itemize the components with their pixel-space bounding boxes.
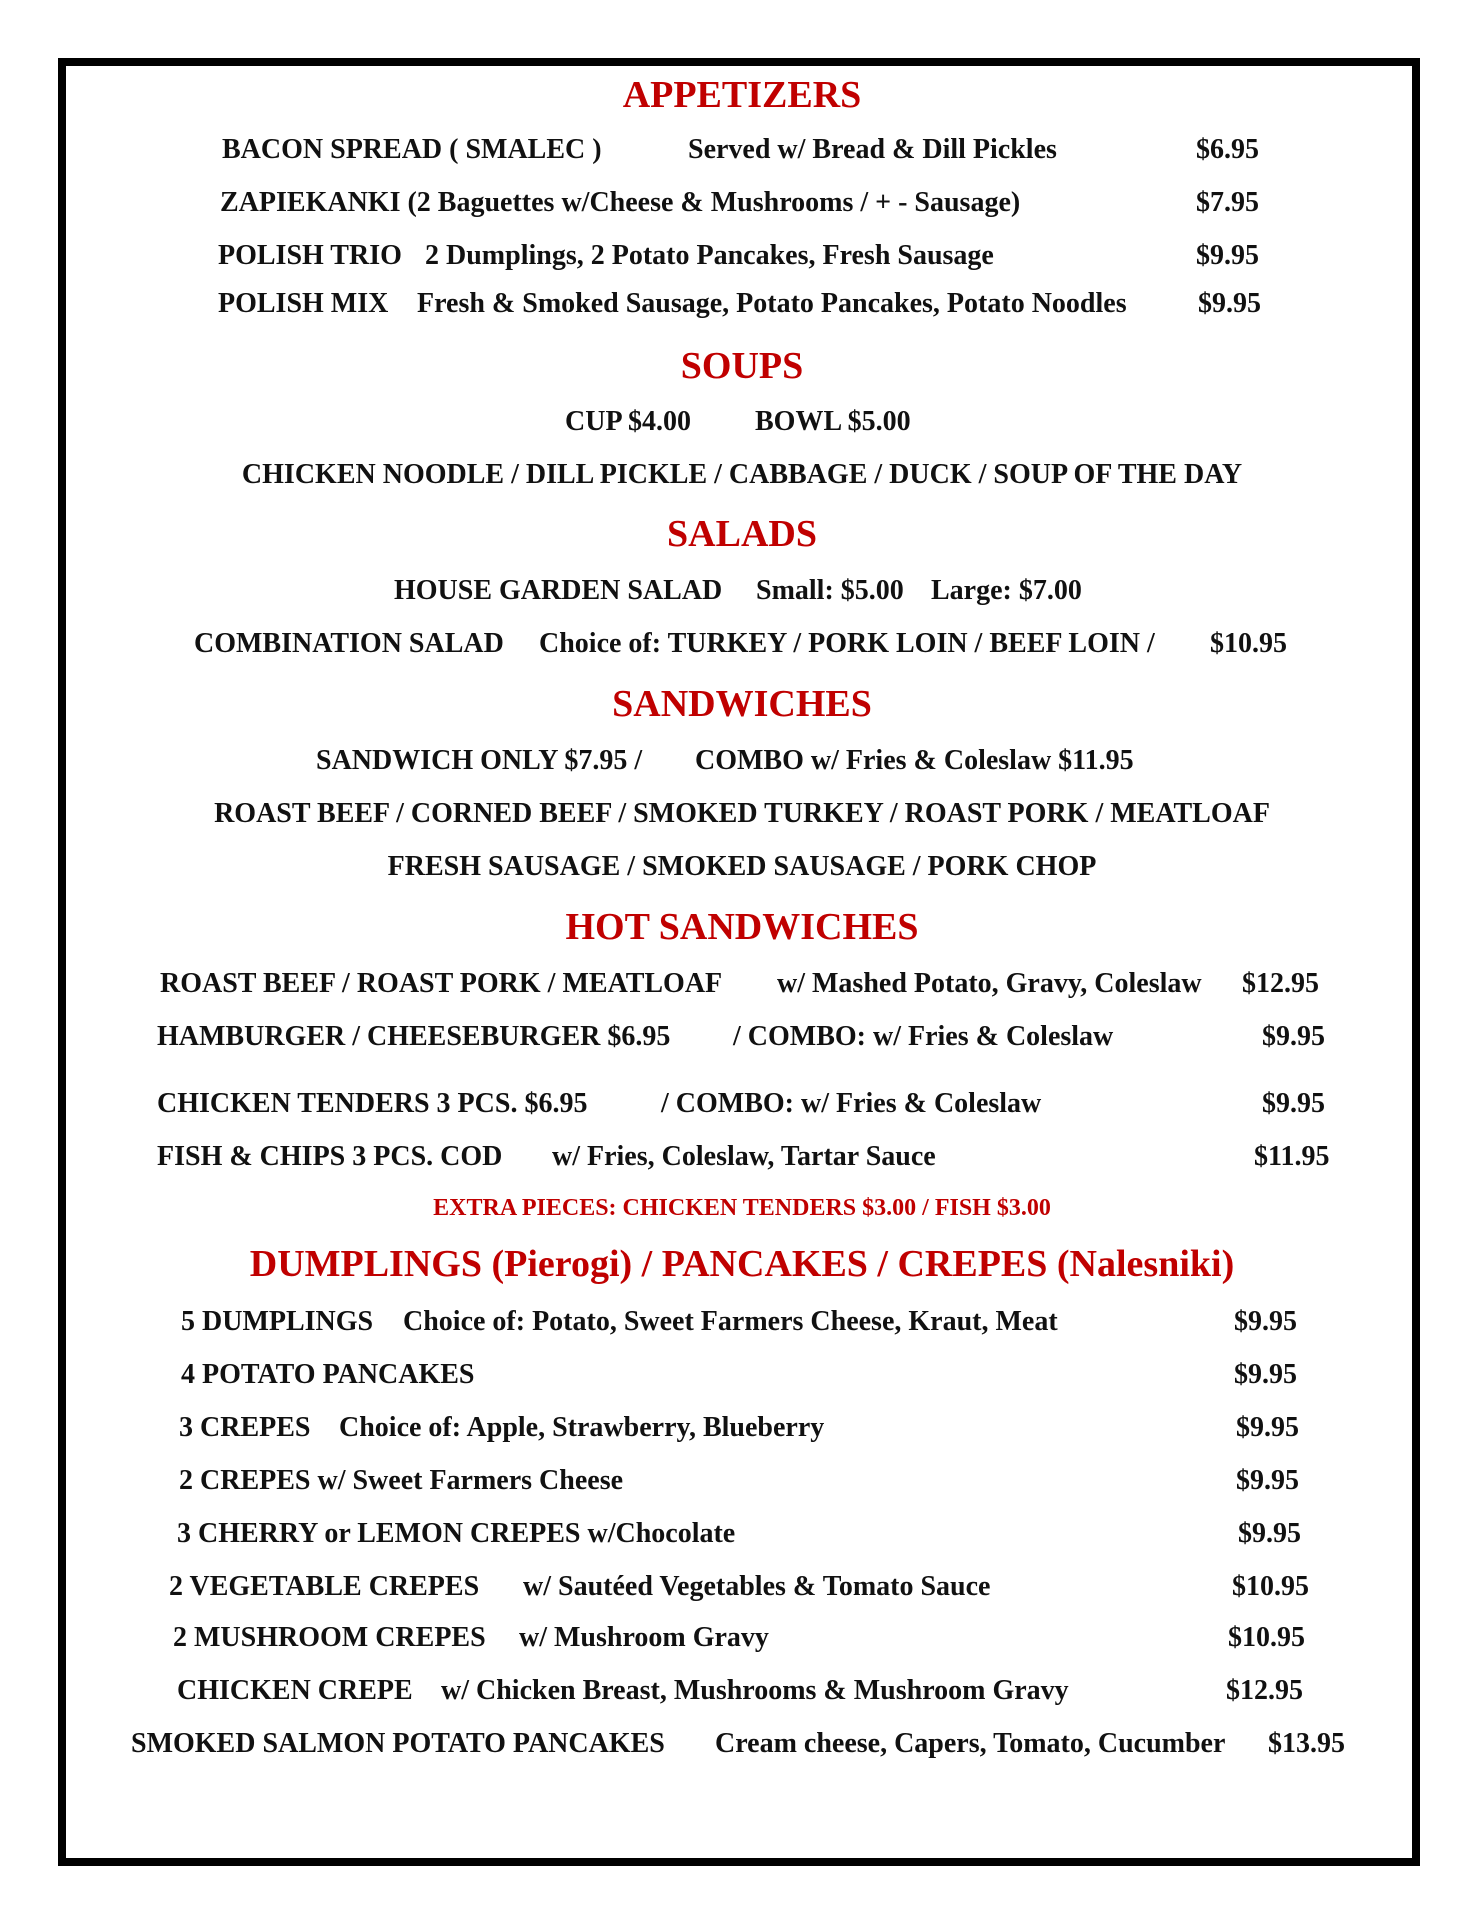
appetizer-item-price: $7.95	[1196, 187, 1259, 218]
dumpling-item-desc: w/ Mushroom Gravy	[519, 1622, 769, 1653]
appetizer-item-price: $6.95	[1196, 134, 1259, 165]
hot-sandwich-item-name: HAMBURGER / CHEESEBURGER $6.95	[157, 1021, 671, 1052]
hot-sandwich-item-price: $11.95	[1254, 1141, 1330, 1172]
sandwich-only-price: SANDWICH ONLY $7.95 /	[316, 745, 643, 776]
hot-sandwich-item-desc: / COMBO: w/ Fries & Coleslaw	[733, 1021, 1114, 1052]
dumpling-item-name: 3 CREPES	[179, 1412, 311, 1443]
hot-sandwich-item-name: FISH & CHIPS 3 PCS. COD	[157, 1141, 503, 1172]
sandwich-list: ROAST BEEF / CORNED BEEF / SMOKED TURKEY / ROAST PORK / MEATLOAF	[214, 798, 1270, 829]
dumpling-item-desc: Choice of: Potato, Sweet Farmers Cheese, Kraut, Meat	[403, 1306, 1058, 1337]
hot-sandwich-item-desc: / COMBO: w/ Fries & Coleslaw	[661, 1088, 1042, 1119]
dumpling-item-price: $9.95	[1234, 1359, 1297, 1390]
combination-salad-price: $10.95	[1210, 628, 1287, 659]
appetizer-item-name: POLISH MIX	[218, 288, 389, 319]
dumpling-item-price: $12.95	[1226, 1675, 1303, 1706]
house-salad-large: Large: $7.00	[931, 575, 1082, 606]
dumpling-item-price: $13.95	[1268, 1728, 1345, 1759]
hot-sandwich-item-name: CHICKEN TENDERS 3 PCS. $6.95	[157, 1088, 588, 1119]
dumpling-item-name: 5 DUMPLINGS	[181, 1306, 374, 1337]
dumpling-item-name: 2 MUSHROOM CREPES	[173, 1622, 486, 1653]
dumpling-item-price: $9.95	[1236, 1465, 1299, 1496]
soup-bowl-price: BOWL $5.00	[755, 406, 911, 437]
dumpling-item-name: SMOKED SALMON POTATO PANCAKES	[131, 1728, 665, 1759]
dumpling-item-desc: w/ Sautéed Vegetables & Tomato Sauce	[523, 1571, 991, 1602]
dumpling-item-desc: w/ Chicken Breast, Mushrooms & Mushroom Gravy	[441, 1675, 1069, 1706]
dumpling-item-name: 2 VEGETABLE CREPES	[169, 1571, 480, 1602]
house-salad-name: HOUSE GARDEN SALAD	[394, 575, 723, 606]
dumpling-item-desc: Choice of: Apple, Strawberry, Blueberry	[339, 1412, 825, 1443]
hot-sandwich-item-price: $9.95	[1262, 1021, 1325, 1052]
appetizer-item-name: POLISH TRIO	[218, 240, 402, 271]
salads-heading: SALADS	[667, 513, 817, 555]
hot-sandwich-item-price: $9.95	[1262, 1088, 1325, 1119]
dumpling-item-price: $10.95	[1232, 1571, 1309, 1602]
appetizer-item-desc: Served w/ Bread & Dill Pickles	[688, 134, 1057, 165]
soups-heading: SOUPS	[680, 345, 804, 387]
dumpling-item-desc: Cream cheese, Capers, Tomato, Cucumber	[715, 1728, 1226, 1759]
hot-sandwich-item-desc: w/ Mashed Potato, Gravy, Coleslaw	[777, 968, 1202, 999]
hot-sandwich-item-price: $12.95	[1242, 968, 1319, 999]
dumpling-item-price: $9.95	[1234, 1306, 1297, 1337]
hot-sandwiches-heading: HOT SANDWICHES	[565, 906, 919, 948]
house-salad-small: Small: $5.00	[756, 575, 904, 606]
sandwich-combo-price: COMBO w/ Fries & Coleslaw $11.95	[695, 745, 1134, 776]
appetizer-item-desc: Fresh & Smoked Sausage, Potato Pancakes, Potato Noodles	[417, 288, 1127, 319]
dumpling-item-name: CHICKEN CREPE	[177, 1675, 413, 1706]
appetizer-item-name: BACON SPREAD ( SMALEC )	[222, 134, 602, 165]
dumpling-item-price: $9.95	[1236, 1412, 1299, 1443]
dumpling-item-name: 3 CHERRY or LEMON CREPES w/Chocolate	[177, 1518, 736, 1549]
dumpling-item-price: $10.95	[1228, 1622, 1305, 1653]
soup-list: CHICKEN NOODLE / DILL PICKLE / CABBAGE / DUCK / SOUP OF THE DAY	[241, 459, 1243, 490]
hot-sandwich-item-name: ROAST BEEF / ROAST PORK / MEATLOAF	[160, 968, 723, 999]
dumpling-item-price: $9.95	[1238, 1518, 1301, 1549]
soup-cup-price: CUP $4.00	[565, 406, 691, 437]
appetizers-heading: APPETIZERS	[622, 74, 862, 116]
combination-salad-name: COMBINATION SALAD	[194, 628, 504, 659]
dumpling-item-name: 2 CREPES w/ Sweet Farmers Cheese	[179, 1465, 624, 1496]
appetizer-item-price: $9.95	[1196, 240, 1259, 271]
appetizer-item-desc: 2 Dumplings, 2 Potato Pancakes, Fresh Sausage	[425, 240, 994, 271]
appetizer-item-name: ZAPIEKANKI (2 Baguettes w/Cheese & Mushrooms / + - Sausage)	[220, 187, 1021, 218]
combination-salad-desc: Choice of: TURKEY / PORK LOIN / BEEF LOIN /	[539, 628, 1155, 659]
sandwiches-heading: SANDWICHES	[612, 683, 872, 725]
dumpling-item-name: 4 POTATO PANCAKES	[181, 1359, 475, 1390]
extra-pieces-note: EXTRA PIECES: CHICKEN TENDERS $3.00 / FISH $3.00	[433, 1195, 1051, 1221]
sandwich-list: FRESH SAUSAGE / SMOKED SAUSAGE / PORK CHOP	[387, 851, 1097, 882]
dumplings-heading: DUMPLINGS (Pierogi) / PANCAKES / CREPES (Nalesniki)	[249, 1243, 1235, 1285]
hot-sandwich-item-desc: w/ Fries, Coleslaw, Tartar Sauce	[552, 1141, 936, 1172]
appetizer-item-price: $9.95	[1198, 288, 1261, 319]
